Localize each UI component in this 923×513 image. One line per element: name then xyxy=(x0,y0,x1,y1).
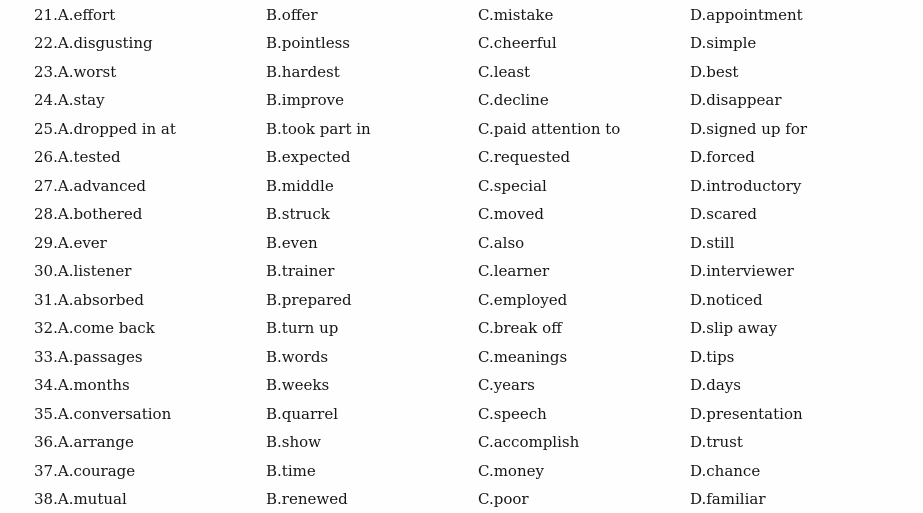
question-row xyxy=(0,176,923,205)
option-c: C.employed xyxy=(478,291,568,309)
option-a: 32.A.come back xyxy=(34,319,155,337)
option-d: D.interviewer xyxy=(690,262,794,280)
question-row xyxy=(0,5,923,34)
question-row xyxy=(0,489,923,513)
question-row xyxy=(0,461,923,490)
option-b: B.prepared xyxy=(266,291,352,309)
option-c: C.cheerful xyxy=(478,34,557,52)
option-a: 36.A.arrange xyxy=(34,433,134,451)
option-c: C.break off xyxy=(478,319,562,337)
option-b: B.words xyxy=(266,348,329,366)
option-a: 22.A.disgusting xyxy=(34,34,153,52)
option-a: 35.A.conversation xyxy=(34,405,172,423)
option-d: D.still xyxy=(690,234,735,252)
option-d: D.slip away xyxy=(690,319,778,337)
option-d: D.introductory xyxy=(690,177,802,195)
option-d: D.trust xyxy=(690,433,743,451)
question-row xyxy=(0,33,923,62)
option-a: 21.A.effort xyxy=(34,6,116,24)
question-row xyxy=(0,62,923,91)
option-c: C.money xyxy=(478,462,544,480)
option-a: 33.A.passages xyxy=(34,348,143,366)
option-d: D.presentation xyxy=(690,405,803,423)
question-row xyxy=(0,318,923,347)
option-c: C.meanings xyxy=(478,348,568,366)
option-a: 23.A.worst xyxy=(34,63,117,81)
option-b: B.turn up xyxy=(266,319,339,337)
option-a: 26.A.tested xyxy=(34,148,121,166)
option-b: B.time xyxy=(266,462,316,480)
option-d: D.tips xyxy=(690,348,735,366)
question-row xyxy=(0,375,923,404)
option-b: B.pointless xyxy=(266,34,350,52)
option-d: D.days xyxy=(690,376,741,394)
option-d: D.best xyxy=(690,63,739,81)
question-row xyxy=(0,347,923,376)
option-a: 37.A.courage xyxy=(34,462,136,480)
option-a: 27.A.advanced xyxy=(34,177,146,195)
option-b: B.even xyxy=(266,234,318,252)
option-d: D.forced xyxy=(690,148,755,166)
question-row xyxy=(0,119,923,148)
question-row xyxy=(0,147,923,176)
option-b: B.took part in xyxy=(266,120,371,138)
question-row xyxy=(0,261,923,290)
option-b: B.weeks xyxy=(266,376,330,394)
option-a: 28.A.bothered xyxy=(34,205,143,223)
option-d: D.scared xyxy=(690,205,757,223)
option-b: B.offer xyxy=(266,6,318,24)
option-c: C.moved xyxy=(478,205,544,223)
option-c: C.mistake xyxy=(478,6,554,24)
option-a: 34.A.months xyxy=(34,376,130,394)
option-d: D.disappear xyxy=(690,91,782,109)
option-c: C.speech xyxy=(478,405,547,423)
option-c: C.learner xyxy=(478,262,550,280)
option-b: B.show xyxy=(266,433,322,451)
option-d: D.chance xyxy=(690,462,761,480)
option-b: B.trainer xyxy=(266,262,335,280)
option-b: B.hardest xyxy=(266,63,340,81)
option-b: B.middle xyxy=(266,177,334,195)
option-c: C.decline xyxy=(478,91,549,109)
question-row xyxy=(0,404,923,433)
question-row xyxy=(0,233,923,262)
question-row xyxy=(0,90,923,119)
option-b: B.renewed xyxy=(266,490,348,508)
option-d: D.noticed xyxy=(690,291,763,309)
option-a: 29.A.ever xyxy=(34,234,107,252)
option-b: B.quarrel xyxy=(266,405,339,423)
option-a: 24.A.stay xyxy=(34,91,105,109)
option-a: 38.A.mutual xyxy=(34,490,127,508)
option-d: D.signed up for xyxy=(690,120,808,138)
option-c: C.also xyxy=(478,234,525,252)
option-d: D.appointment xyxy=(690,6,803,24)
option-c: C.years xyxy=(478,376,535,394)
option-a: 30.A.listener xyxy=(34,262,132,280)
option-a: 31.A.absorbed xyxy=(34,291,144,309)
option-c: C.accomplish xyxy=(478,433,580,451)
question-row xyxy=(0,432,923,461)
option-c: C.requested xyxy=(478,148,571,166)
option-c: C.paid attention to xyxy=(478,120,621,138)
option-a: 25.A.dropped in at xyxy=(34,120,176,138)
option-c: C.least xyxy=(478,63,531,81)
question-row xyxy=(0,204,923,233)
option-d: D.familiar xyxy=(690,490,766,508)
option-c: C.special xyxy=(478,177,547,195)
option-c: C.poor xyxy=(478,490,529,508)
option-d: D.simple xyxy=(690,34,757,52)
question-row xyxy=(0,290,923,319)
option-b: B.struck xyxy=(266,205,330,223)
option-b: B.improve xyxy=(266,91,344,109)
option-b: B.expected xyxy=(266,148,351,166)
